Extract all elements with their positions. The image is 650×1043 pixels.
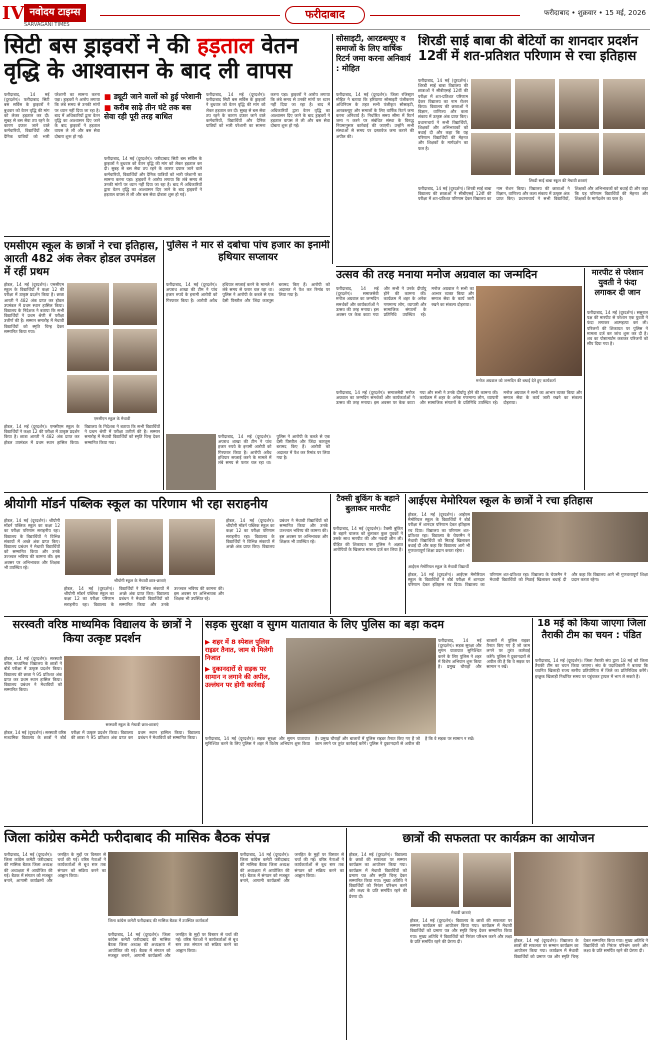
shriyogi-body: होडल, 14 मई (दूरदर्शन)। श्रीयोगी मॉडर्न पब्लिक स्कूल का कक्षा 12 का परीक्षा परिणाम सराहनीय रहा। विद्यालय के विद्यार्थियों ने विभिन्न संकायों में अच्छे अंक प्राप्त किए। विद्यालय प्रबंधन ने मेधावी विद्यार्थियों को सम्मानित किया और उनके उज्ज्वल भविष्य की कामना की। इस अवसर पर अभिभावक और शिक्षक भी उपस्थित रहे। xyxy=(4,518,60,570)
headline-text: छात्रों की सफलता पर कार्यक्रम का आयोजन xyxy=(402,831,595,845)
bullet-text: ड्यूटी जाने वालों को हुई परेशानी xyxy=(113,92,202,101)
success-caption: मेधावी छात्राएं xyxy=(451,910,471,915)
ies-body-cont: होडल, 14 मई (दूरदर्शन)। आईएस मेमोरियल स्कूल के विद्यार्थियों ने बोर्ड परीक्षा में शानदार परिणाम देकर इतिहास रच दिया। विद्यालय का परिणाम शत-प्रतिशत रहा। विद्यालय के चेयरमैन ने मेधावी विद्यार्थियों को मिठाई खिलाकर बधाई दी और कहा कि विद्यालय आगे भी गुणवत्तापूर्ण शिक्षा प्रदान करता रहेगा। xyxy=(408,572,648,588)
success-event-photo xyxy=(514,852,648,936)
headline-text: सरस्वती वरिष्ठ माध्यमिक विद्यालय के छात्रों ने किया उत्कृष्ट प्रदर्शन xyxy=(12,618,192,645)
student-photo xyxy=(66,374,110,414)
police-body-cont: फरीदाबाद, 14 मई (दूरदर्शन)। अपराध शाखा की टीम ने पांच हजार रुपये के इनामी आरोपी को गिरफ्तार किया है। आरोपी अवैध हथियार सप्लाई करने के मामले में लंबे समय से फरार चल रहा था। पुलिस ने आरोपी के कब्जे से एक देसी पिस्तौल और जिंदा कारतूस बरामद किए हैं। आरोपी को अदालत में पेश कर रिमांड पर लिया गया है। xyxy=(218,434,330,466)
success-event-body: होडल, 14 मई (दूरदर्शन)। विद्यालय के छात्रों की सफलता पर सम्मान कार्यक्रम का आयोजन किया गया। कार्यक्रम में मेधावी विद्यार्थियों को प्रमाण पत्र और स्मृति चिन्ह देकर सम्मानित किया गया। मुख्य अतिथि ने विद्यार्थियों को निरंतर परिश्रम करने और लक्ष्य के प्रति समर्पित रहने की प्रेरणा दी। xyxy=(349,852,407,899)
headline-text: एमसीएम स्कूल के छात्रों ने रचा इतिहास, आरती 482 अंक लेकर होडल उपमंडल में रहीं प्रथम xyxy=(4,240,159,278)
bullet-text: करीब साढ़े तीन घंटे तक बस सेवा रही पूरी तरह बाधित xyxy=(104,103,192,121)
assault-body: फरीदाबाद, 14 मई (दूरदर्शन)। ससुराल पक्ष की मारपीट से परेशान एक युवती ने फंदा लगाकर आत्महत्या कर ली। परिजनों की शिकायत पर पुलिस ने मामला दर्ज कर जांच शुरू कर दी है। शव का पोस्टमार्टम कराकर परिजनों को सौंप दिया गया है। xyxy=(587,310,648,347)
police-headline xyxy=(166,240,330,280)
student-photo xyxy=(116,518,164,576)
bus-strike-headline xyxy=(4,34,330,88)
headline-text: सोसाइटी, आरडब्ल्यूए व समाजों के लिए वार्षिक रिटर्न जमा करना अनिवार्य : मोहित xyxy=(336,34,411,73)
road-safety-body: फरीदाबाद, 14 मई (दूरदर्शन)। सड़क सुरक्षा और सुगम यातायात सुनिश्चित करने के लिए पुलिस ने शहर में विशेष अभियान शुरू किया है। प्रमुख चौराहों और बाजारों में पुलिस राइडर तैनात किए गए हैं जो जाम लगने पर तुरंत कार्रवाई करेंगे। पुलिस ने दुकानदारों से अपील की है कि वे सड़क पर सामान न रखें। xyxy=(438,638,530,670)
bus-strike-body-cont: फरीदाबाद, 14 मई (दूरदर्शन)। फरीदाबाद सिटी बस सर्विस के ड्राइवरों ने बुधवार को वेतन वृद्धि की मांग को लेकर हड़ताल कर दी। सुबह से बस सेवा ठप रहने के कारण दफ्तर जाने वाले कर्मचारियों, विद्यार्थियों और दैनिक यात्रियों को भारी परेशानी का सामना करना पड़ा। ड्राइवरों ने आरोप लगाया कि लंबे समय से उनकी मांगों पर ध्यान नहीं दिया जा रहा है। बाद में अधिकारियों द्वारा वेतन वृद्धि का आश्वासन दिए जाने के बाद ड्राइवरों ने हड़ताल वापस ले ली और बस सेवा दोबारा शुरू हो गई। xyxy=(104,156,202,198)
student-photo xyxy=(514,78,556,130)
road-safety-bullets xyxy=(205,638,283,718)
mcm-caption: एमसीएम स्कूल के मेधावी xyxy=(93,416,131,421)
ies-group-photo xyxy=(472,512,648,562)
student-photo xyxy=(112,374,158,414)
headline-text: 18 मई को किया जाएगा जिला तैराकी टीम का चयन : पंडित xyxy=(537,618,646,641)
road-safety-headline xyxy=(205,618,530,634)
returns-body: फरीदाबाद, 14 मई (दूरदर्शन)। जिला रजिस्ट्रार मोहित ने बताया कि हरियाणा सोसाइटी पंजीकरण अधिनियम के तहत सभी पंजीकृत सोसाइटी, आरडब्ल्यूए और समाजों के लिए वार्षिक रिटर्न जमा करना अनिवार्य है। निर्धारित समय सीमा में रिटर्न जमा न करने पर संबंधित संस्था के विरुद्ध नियमानुसार कार्रवाई की जाएगी। उन्होंने सभी संस्थाओं से समय पर दस्तावेज जमा कराने की अपील की। xyxy=(336,92,414,139)
shirdi-caption: शिरडी साई बाबा स्कूल की मेधावी छात्राएं xyxy=(528,178,588,183)
bullet-item: ■ ड्यूटी जाने वालों को हुई परेशानी xyxy=(104,92,202,101)
saraswati-body-cont: होडल, 14 मई (दूरदर्शन)। सरस्वती वरिष्ठ माध्यमिक विद्यालय के छात्रों ने बोर्ड परीक्षा में उत्कृष्ट प्रदर्शन किया। विद्यालय की छात्रा ने 95 प्रतिशत अंक प्राप्त कर प्रथम स्थान हासिल किया। विद्यालय प्रबंधन ने मेधावियों को सम्मानित किया। xyxy=(4,730,200,741)
page-number: IV xyxy=(2,3,25,24)
returns-headline xyxy=(336,34,414,90)
swimming-headline xyxy=(535,618,648,654)
shirdi-body: फरीदाबाद, 14 मई (दूरदर्शन)। शिरडी साई बाबा विद्यालय की छात्राओं ने सीबीएसई 12वीं की परीक्षा में शत-प्रतिशत परिणाम देकर विद्यालय का नाम रोशन किया। विद्यालय की छात्राओं ने विज्ञान, वाणिज्य और कला संकाय में उत्कृष्ट अंक प्राप्त किए। प्रधानाचार्य ने सभी विद्यार्थियों, शिक्षकों और अभिभावकों को बधाई दी और कहा कि यह परिणाम विद्यार्थियों की मेहनत और शिक्षकों के मार्गदर्शन का फल है। xyxy=(418,186,648,202)
saraswati-caption: सरस्वती स्कूल के मेधावी छात्र-छात्राएं xyxy=(105,722,159,727)
student-photo xyxy=(66,282,110,326)
taxi-body: फरीदाबाद, 14 मई (दूरदर्शन)। टैक्सी बुकिंग के बहाने चालक को बुलाकर कुछ युवकों ने उसके साथ मारपीट की और नकदी छीन ली। पीड़ित की शिकायत पर पुलिस ने अज्ञात आरोपियों के खिलाफ मामला दर्ज कर लिया है। xyxy=(333,526,403,552)
headline-text: उत्सव की तरह मनाया मनोज अग्रवाल का जन्मदिन xyxy=(336,268,538,281)
shriyogi-body-cont: होडल, 14 मई (दूरदर्शन)। श्रीयोगी मॉडर्न पब्लिक स्कूल का कक्षा 12 का परीक्षा परिणाम सराहनीय रहा। विद्यालय के विद्यार्थियों ने विभिन्न संकायों में अच्छे अंक प्राप्त किए। विद्यालय प्रबंधन ने मेधावी विद्यार्थियों को सम्मानित किया और उनके उज्ज्वल भविष्य की कामना की। इस अवसर पर अभिभावक और शिक्षक भी उपस्थित रहे। xyxy=(64,586,224,607)
headline-text: सिटी बस ड्राइवरों ने की xyxy=(4,34,198,59)
student-photo xyxy=(602,78,646,130)
student-photo xyxy=(470,132,512,176)
headline-text: आईएस मेमोरियल स्कूल के छात्रों ने रचा इतिहास xyxy=(408,495,593,507)
shirdi-body-lead: फरीदाबाद, 14 मई (दूरदर्शन)। शिरडी साई बाबा विद्यालय की छात्राओं ने सीबीएसई 12वीं की परीक्षा में शत-प्रतिशत परिणाम देकर विद्यालय का नाम रोशन किया। विद्यालय की छात्राओं ने विज्ञान, वाणिज्य और कला संकाय में उत्कृष्ट अंक प्राप्त किए। प्रधानाचार्य ने सभी विद्यार्थियों, शिक्षकों और अभिभावकों को बधाई दी और कहा कि यह परिणाम विद्यार्थियों की मेहनत और शिक्षकों के मार्गदर्शन का फल है। xyxy=(418,78,468,151)
birthday-headline xyxy=(336,268,556,284)
student-photo xyxy=(64,518,112,576)
ies-body: होडल, 14 मई (दूरदर्शन)। आईएस मेमोरियल स्कूल के विद्यार्थियों ने बोर्ड परीक्षा में शानदार परिणाम देकर इतिहास रच दिया। विद्यालय का परिणाम शत-प्रतिशत रहा। विद्यालय के चेयरमैन ने मेधावी विद्यार्थियों को मिठाई खिलाकर बधाई दी और कहा कि विद्यालय आगे भी गुणवत्तापूर्ण शिक्षा प्रदान करता रहेगा। xyxy=(408,512,470,554)
mcm-body: होडल, 14 मई (दूरदर्शन)। एमसीएम स्कूल के विद्यार्थियों ने कक्षा 12 की परीक्षा में उत्कृष्ट प्रदर्शन किया है। छात्रा आरती ने 482 अंक प्राप्त कर होडल उपमंडल में प्रथम स्थान हासिल किया। विद्यालय के निदेशक ने बताया कि सभी विद्यार्थियों ने प्रथम श्रेणी में परीक्षा उत्तीर्ण की है। सम्मान समारोह में मेधावी विद्यार्थियों को स्मृति चिन्ह देकर सम्मानित किया गया। xyxy=(4,282,64,334)
congress-headline xyxy=(4,828,344,850)
ies-caption: आईएस मेमोरियल स्कूल के मेधावी विद्यार्थी xyxy=(408,564,469,569)
header-rule-left xyxy=(100,15,280,16)
city-title: फरीदाबाद xyxy=(285,6,365,24)
mcm-headline xyxy=(4,240,164,280)
mcm-body-cont: होडल, 14 मई (दूरदर्शन)। एमसीएम स्कूल के विद्यार्थियों ने कक्षा 12 की परीक्षा में उत्कृष्ट प्रदर्शन किया है। छात्रा आरती ने 482 अंक प्राप्त कर होडल उपमंडल में प्रथम स्थान हासिल किया। विद्यालय के निदेशक ने बताया कि सभी विद्यार्थियों ने प्रथम श्रेणी में परीक्षा उत्तीर्ण की है। सम्मान समारोह में मेधावी विद्यार्थियों को स्मृति चिन्ह देकर सम्मानित किया गया। xyxy=(4,424,160,445)
student-photo xyxy=(558,78,600,130)
birthday-body: फरीदाबाद, 14 मई (दूरदर्शन)। समाजसेवी मनोज अग्रवाल का जन्मदिन समर्थकों और कार्यकर्ताओं ने उत्सव की तरह मनाया। इस अवसर पर केक काटा गया और सभी ने उनके दीर्घायु होने की कामना की। कार्यक्रम में शहर के अनेक गणमान्य लोग, व्यापारी और सामाजिक संगठनों के प्रतिनिधि उपस्थित रहे। मनोज अग्रवाल ने सभी का आभार व्यक्त किया और समाज सेवा के कार्य जारी रखने का संकल्प दोहराया। xyxy=(336,286,474,318)
brand-logo: नवोदय टाइम्स xyxy=(24,4,86,22)
congress-caption: जिला कांग्रेस कमेटी फरीदाबाद की मासिक बैठक में उपस्थित कार्यकर्ता xyxy=(108,918,209,923)
bus-strike-body-cont2: फरीदाबाद, 14 मई (दूरदर्शन)। फरीदाबाद सिटी बस सर्विस के ड्राइवरों ने बुधवार को वेतन वृद्धि की मांग को लेकर हड़ताल कर दी। सुबह से बस सेवा ठप रहने के कारण दफ्तर जाने वाले कर्मचारियों, विद्यार्थियों और दैनिक यात्रियों को भारी परेशानी का सामना करना पड़ा। ड्राइवरों ने आरोप लगाया कि लंबे समय से उनकी मांगों पर ध्यान नहीं दिया जा रहा है। बाद में अधिकारियों द्वारा वेतन वृद्धि का आश्वासन दिए जाने के बाद ड्राइवरों ने हड़ताल वापस ले ली और बस सेवा दोबारा शुरू हो गई। xyxy=(206,92,330,129)
student-photo xyxy=(602,132,646,176)
student-photo xyxy=(462,852,512,908)
shriyogi-body-cont2: होडल, 14 मई (दूरदर्शन)। श्रीयोगी मॉडर्न पब्लिक स्कूल का कक्षा 12 का परीक्षा परिणाम सराहनीय रहा। विद्यालय के विद्यार्थियों ने विभिन्न संकायों में अच्छे अंक प्राप्त किए। विद्यालय प्रबंधन ने मेधावी विद्यार्थियों को सम्मानित किया और उनके उज्ज्वल भविष्य की कामना की। इस अवसर पर अभिभावक और शिक्षक भी उपस्थित रहे। xyxy=(226,518,328,550)
bullet-text: दुकानदारों से सड़क पर सामान न लगाने की अपील, उल्लंघन पर होगी कार्रवाई xyxy=(205,665,271,689)
brand-tagline: SARVAGANI TIMES xyxy=(24,22,70,28)
police-riders-photo xyxy=(286,638,436,734)
congress-body: फरीदाबाद, 14 मई (दूरदर्शन)। जिला कांग्रेस कमेटी फरीदाबाद की मासिक बैठक जिला अध्यक्ष की अध्यक्षता में आयोजित की गई। बैठक में संगठन को मजबूत बनाने, आगामी कार्यक्रमों और जनहित के मुद्दों पर विस्तार से चर्चा की गई। वरिष्ठ नेताओं ने कार्यकर्ताओं से बूथ स्तर तक संगठन को सक्रिय करने का आह्वान किया। xyxy=(4,852,106,884)
shriyogi-headline xyxy=(4,494,328,516)
bus-strike-body: फरीदाबाद, 14 मई (दूरदर्शन)। फरीदाबाद सिटी बस सर्विस के ड्राइवरों ने बुधवार को वेतन वृद्धि की मांग को लेकर हड़ताल कर दी। सुबह से बस सेवा ठप रहने के कारण दफ्तर जाने वाले कर्मचारियों, विद्यार्थियों और दैनिक यात्रियों को भारी परेशानी का सामना करना पड़ा। ड्राइवरों ने आरोप लगाया कि लंबे समय से उनकी मांगों पर ध्यान नहीं दिया जा रहा है। बाद में अधिकारियों द्वारा वेतन वृद्धि का आश्वासन दिए जाने के बाद ड्राइवरों ने हड़ताल वापस ले ली और बस सेवा दोबारा शुरू हो गई। xyxy=(4,92,100,139)
headline-text: टैक्सी बुकिंग के बहाने बुलाकर मारपीट xyxy=(336,494,400,513)
headline-highlight: हड़ताल xyxy=(197,34,254,59)
student-photo xyxy=(66,328,110,372)
headline-text: मारपीट से परेशान युवती ने फंदा लगाकर दी जान xyxy=(591,268,644,297)
student-photo xyxy=(112,282,158,326)
congress-body-cont: फरीदाबाद, 14 मई (दूरदर्शन)। जिला कांग्रेस कमेटी फरीदाबाद की मासिक बैठक जिला अध्यक्ष की अध्यक्षता में आयोजित की गई। बैठक में संगठन को मजबूत बनाने, आगामी कार्यक्रमों और जनहित के मुद्दों पर विस्तार से चर्चा की गई। वरिष्ठ नेताओं ने कार्यकर्ताओं से बूथ स्तर तक संगठन को सक्रिय करने का आह्वान किया। xyxy=(108,932,238,958)
student-photo xyxy=(514,132,556,176)
bullet-item: ▶ दुकानदारों से सड़क पर सामान न लगाने की अपील, उल्लंघन पर होगी कार्रवाई xyxy=(205,665,271,689)
police-body: फरीदाबाद, 14 मई (दूरदर्शन)। अपराध शाखा की टीम ने पांच हजार रुपये के इनामी आरोपी को गिरफ्तार किया है। आरोपी अवैध हथियार सप्लाई करने के मामले में लंबे समय से फरार चल रहा था। पुलिस ने आरोपी के कब्जे से एक देसी पिस्तौल और जिंदा कारतूस बरामद किए हैं। आरोपी को अदालत में पेश कर रिमांड पर लिया गया है। xyxy=(166,282,330,303)
student-photo xyxy=(168,518,216,576)
headline-text: श्रीयोगी मॉडर्न पब्लिक स्कूल का परिणाम भी रहा सराहनीय xyxy=(4,496,268,511)
birthday-body-cont: फरीदाबाद, 14 मई (दूरदर्शन)। समाजसेवी मनोज अग्रवाल का जन्मदिन समर्थकों और कार्यकर्ताओं ने उत्सव की तरह मनाया। इस अवसर पर केक काटा गया और सभी ने उनके दीर्घायु होने की कामना की। कार्यक्रम में शहर के अनेक गणमान्य लोग, व्यापारी और सामाजिक संगठनों के प्रतिनिधि उपस्थित रहे। मनोज अग्रवाल ने सभी का आभार व्यक्त किया और समाज सेवा के कार्य जारी रखने का संकल्प दोहराया। xyxy=(336,390,582,406)
saraswati-headline xyxy=(4,618,200,654)
birthday-photo xyxy=(476,286,582,376)
congress-meeting-photo xyxy=(108,852,238,916)
shriyogi-caption: श्रीयोगी स्कूल के मेधावी छात्र-छात्राएं xyxy=(114,578,166,583)
student-photo xyxy=(558,132,600,176)
edition-date: फरीदाबाद • शुक्रवार • 15 मई, 2026 xyxy=(543,9,646,17)
saraswati-body: होडल, 14 मई (दूरदर्शन)। सरस्वती वरिष्ठ माध्यमिक विद्यालय के छात्रों ने बोर्ड परीक्षा में उत्कृष्ट प्रदर्शन किया। विद्यालय की छात्रा ने 95 प्रतिशत अंक प्राप्त कर प्रथम स्थान हासिल किया। विद्यालय प्रबंधन ने मेधावियों को सम्मानित किया। xyxy=(4,656,62,693)
page-header xyxy=(0,0,650,30)
bullet-item: ■ करीब साढ़े तीन घंटे तक बस सेवा रही पूरी तरह बाधित xyxy=(104,103,192,121)
police-photo xyxy=(166,434,216,490)
header-rule-right xyxy=(370,15,520,16)
student-photo xyxy=(410,852,460,908)
shirdi-headline xyxy=(418,34,648,74)
headline-text: शिरडी साई बाबा की बेटियों का शानदार प्रदर्शन 12वीं में शत-प्रतिशत परिणाम से रचा इतिहास xyxy=(418,34,638,64)
swimming-body: फरीदाबाद, 14 मई (दूरदर्शन)। जिला तैराकी संघ द्वारा 18 मई को जिला तैराकी टीम का चयन किया जाएगा। संघ के पदाधिकारी ने बताया कि चयनित खिलाड़ी राज्य स्तरीय प्रतियोगिता में जिले का प्रतिनिधित्व करेंगे। इच्छुक खिलाड़ी निर्धारित समय पर पहुंचकर ट्रायल में भाग ले सकते हैं। xyxy=(535,658,648,679)
saraswati-group-photo xyxy=(64,656,200,720)
headline-text: जिला कांग्रेस कमेटी फरीदाबाद की मासिक बैठक संपन्न xyxy=(4,830,270,846)
taxi-headline xyxy=(333,494,403,524)
student-photo xyxy=(112,328,158,372)
headline-text: वेतन वृद्धि के आश्वासन के बाद ली वापस xyxy=(4,34,299,84)
bus-strike-bullets xyxy=(104,92,202,152)
congress-body-cont2: फरीदाबाद, 14 मई (दूरदर्शन)। जिला कांग्रेस कमेटी फरीदाबाद की मासिक बैठक जिला अध्यक्ष की अध्यक्षता में आयोजित की गई। बैठक में संगठन को मजबूत बनाने, आगामी कार्यक्रमों और जनहित के मुद्दों पर विस्तार से चर्चा की गई। वरिष्ठ नेताओं ने कार्यकर्ताओं से बूथ स्तर तक संगठन को सक्रिय करने का आह्वान किया। xyxy=(240,852,344,884)
assault-headline xyxy=(587,268,648,308)
success-event-headline xyxy=(349,828,648,850)
headline-text: पुलिस ने मार से दबोचा पांच हजार का इनामी हथियार सप्लायर xyxy=(166,240,330,263)
road-safety-body-cont: फरीदाबाद, 14 मई (दूरदर्शन)। सड़क सुरक्षा और सुगम यातायात सुनिश्चित करने के लिए पुलिस ने शहर में विशेष अभियान शुरू किया है। प्रमुख चौराहों और बाजारों में पुलिस राइडर तैनात किए गए हैं जो जाम लगने पर तुरंत कार्रवाई करेंगे। पुलिस ने दुकानदारों से अपील की है कि वे सड़क पर सामान न रखें। xyxy=(205,736,475,747)
success-event-body-cont2: होडल, 14 मई (दूरदर्शन)। विद्यालय के छात्रों की सफलता पर सम्मान कार्यक्रम का आयोजन किया गया। कार्यक्रम में मेधावी विद्यार्थियों को प्रमाण पत्र और स्मृति चिन्ह देकर सम्मानित किया गया। मुख्य अतिथि ने विद्यार्थियों को निरंतर परिश्रम करने और लक्ष्य के प्रति समर्पित रहने की प्रेरणा दी। xyxy=(514,938,648,959)
ies-headline xyxy=(408,494,648,510)
headline-text: सड़क सुरक्षा व सुगम यातायात के लिए पुलिस का बड़ा कदम xyxy=(205,618,444,631)
birthday-caption: मनोज अग्रवाल को जन्मदिन की बधाई देते हुए कार्यकर्ता xyxy=(476,378,556,383)
student-photo xyxy=(470,78,512,130)
success-event-body-cont: होडल, 14 मई (दूरदर्शन)। विद्यालय के छात्रों की सफलता पर सम्मान कार्यक्रम का आयोजन किया गया। कार्यक्रम में मेधावी विद्यार्थियों को प्रमाण पत्र और स्मृति चिन्ह देकर सम्मानित किया गया। मुख्य अतिथि ने विद्यार्थियों को निरंतर परिश्रम करने और लक्ष्य के प्रति समर्पित रहने की प्रेरणा दी। xyxy=(410,918,512,944)
bullet-text: शहर में 8 स्पेशल पुलिस राइडर तैनात, जाम से मिलेगी निजात xyxy=(205,638,273,662)
bullet-item: ▶ शहर में 8 स्पेशल पुलिस राइडर तैनात, जाम से मिलेगी निजात xyxy=(205,638,273,662)
